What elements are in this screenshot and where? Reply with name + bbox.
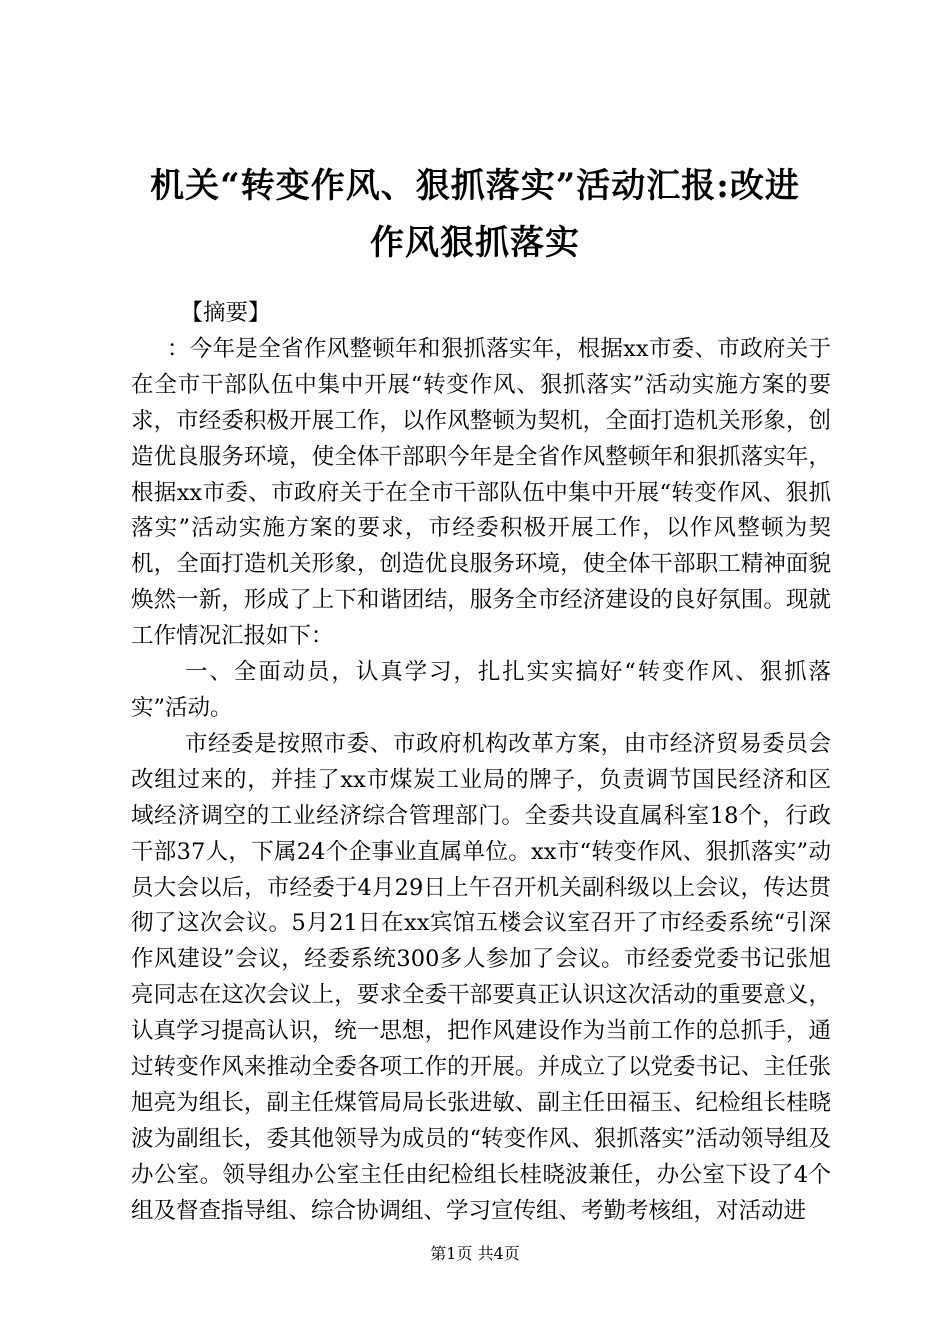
page-footer: 第1页 共4页 bbox=[430, 1244, 520, 1263]
section-heading-1: 一、全面动员，认真学习，扎扎实实搞好“转变作风、狠抓落实”活动。 bbox=[131, 659, 831, 721]
title-line-1: 机关“转变作风、狠抓落实”活动汇报:改进 bbox=[150, 166, 800, 206]
paragraph-intro: ：今年是全省作风整顿年和狠抓落实年，根据xx市委、市政府关于在全市干部队伍中集中开展“转变作风、狠抓落实”活动实施方案的要求，市经委积极开展工作，以作风整顿为契机，全面打造机关形象，创造优良服务环境，使全体干部职今年是全省作风整顿年和狠抓落实年，根据xx市委、市政府关于在全市干部队伍中集中开展“转变作风、狠抓落实”活动实施方案的要求，市经委积极开展工作，以作风整顿为契机，全面打造机关形象，创造优良服务环境，使全体干部职工精神面貌焕然一新，形成了上下和谐团结，服务全市经济建设的良好氛围。现就工作情况汇报如下： bbox=[131, 335, 831, 650]
abstract-label: 【摘要】 bbox=[180, 300, 271, 326]
title-line-2: 作风狠抓落实 bbox=[370, 223, 580, 263]
document-body bbox=[131, 296, 831, 1230]
document-title bbox=[100, 158, 850, 272]
paragraph-section-1: 市经委是按照市委、市政府机构改革方案，由市经济贸易委员会改组过来的，并挂了xx市煤炭工业局的牌子，负责调节国民经济和区域经济调空的工业经济综合管理部门。全委共设直属科室18个，行政干部37人，下属24个企事业直属单位。xx市“转变作风、狠抓落实”动员大会以后，市经委于4月29日上午召开机关副科级以上会议，传达贯彻了这次会议。5月21日在xx宾馆五楼会议室召开了市经委系统“引深作风建设”会议，经委系统300多人参加了会议。市经委党委书记张旭亮同志在这次会议上，要求全委干部要真正认识这次活动的重要意义，认真学习提高认识，统一思想，把作风建设作为当前工作的总抓手，通过转变作风来推动全委各项工作的开展。并成立了以党委书记、主任张旭亮为组长，副主任煤管局局长张进敏、副主任田福玉、纪检组长桂晓波为副组长，委其他领导为成员的“转变作风、狠抓落实”活动领导组及办公室。领导组办公室主任由纪检组长桂晓波兼任，办公室下设了4个组及督查指导组、综合协调组、学习宣传组、考勤考核组，对活动进 bbox=[131, 730, 831, 1224]
